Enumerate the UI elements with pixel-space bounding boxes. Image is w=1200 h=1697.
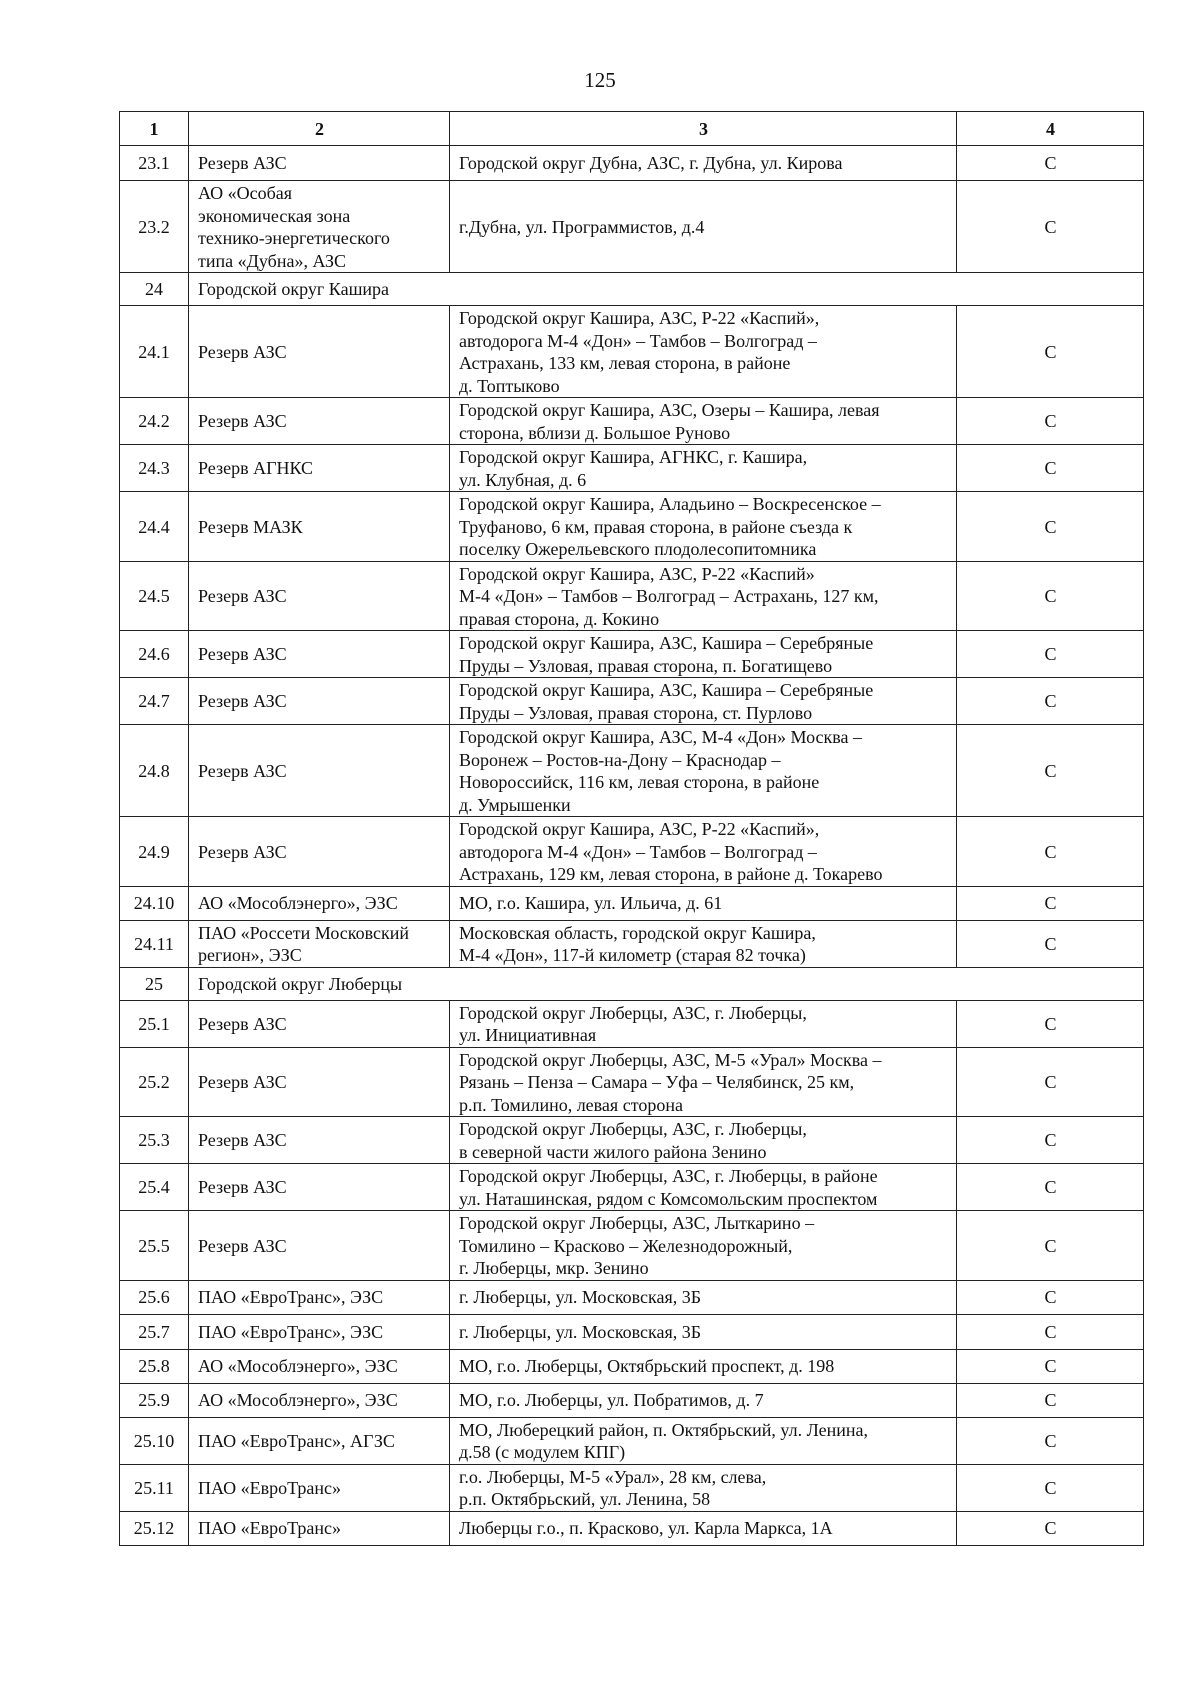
row-name: АО «Мособлэнерго», ЭЗС [189,1349,450,1383]
section-number: 24 [120,273,189,306]
row-number: 24.9 [120,817,189,887]
table-row [120,920,1144,967]
table-row [120,1349,1144,1383]
table-row [120,181,1144,273]
row-category: С [957,678,1144,725]
row-name: Резерв АЗС [189,398,450,445]
row-number: 25.2 [120,1047,189,1117]
row-name: Резерв АЗС [189,306,450,398]
row-name: Резерв АЗС [189,146,450,181]
table-row [120,146,1144,181]
row-name: Резерв АЗС [189,1117,450,1164]
table-row [120,631,1144,678]
row-category: С [957,1383,1144,1417]
data-table [119,111,1144,1546]
row-category: С [957,1417,1144,1464]
row-address: Городской округ Кашира, АЗС, Р-22 «Каспий», автодорога М-4 «Дон» – Тамбов – Волгоград – Астрахань, 133 км, левая сторона, в районе д. Топтыково [450,306,957,398]
row-category: С [957,886,1144,920]
row-address: г. Люберцы, ул. Московская, 3Б [450,1314,957,1349]
table-row [120,886,1144,920]
row-address: Московская область, городской округ Кашира, М-4 «Дон», 117-й километр (старая 82 точка) [450,920,957,967]
section-number: 25 [120,967,189,1000]
table-row [120,678,1144,725]
row-number: 25.5 [120,1211,189,1281]
row-address: Городской округ Кашира, АГНКС, г. Кашира, ул. Клубная, д. 6 [450,445,957,492]
row-category: С [957,631,1144,678]
row-number: 24.3 [120,445,189,492]
header-col-3: 3 [450,112,957,146]
row-number: 25.12 [120,1511,189,1545]
table-row [120,725,1144,817]
row-number: 25.6 [120,1280,189,1314]
row-address: Городской округ Кашира, Аладьино – Воскресенское – Труфаново, 6 км, правая сторона, в районе съезда к поселку Ожерельевского плодолесопитомника [450,492,957,562]
row-number: 25.9 [120,1383,189,1417]
row-number: 24.7 [120,678,189,725]
table-row [120,445,1144,492]
row-category: С [957,1464,1144,1511]
table-row [120,1117,1144,1164]
row-category: С [957,1511,1144,1545]
row-number: 24.4 [120,492,189,562]
row-name: ПАО «ЕвроТранс», АГЗС [189,1417,450,1464]
row-address: МО, г.о. Люберцы, ул. Побратимов, д. 7 [450,1383,957,1417]
section-row [120,273,1144,306]
header-col-1: 1 [120,112,189,146]
row-name: Резерв АЗС [189,725,450,817]
row-category: С [957,146,1144,181]
row-category: С [957,1314,1144,1349]
table-row [120,1164,1144,1211]
table-row [120,561,1144,631]
row-number: 24.6 [120,631,189,678]
row-address: Городской округ Кашира, АЗС, Кашира – Серебряные Пруды – Узловая, правая сторона, п. Богатищево [450,631,957,678]
row-address: Городской округ Люберцы, АЗС, М-5 «Урал» Москва – Рязань – Пенза – Самара – Уфа – Челябинск, 25 км, р.п. Томилино, левая сторона [450,1047,957,1117]
row-category: С [957,1117,1144,1164]
row-name: АО «Мособлэнерго», ЭЗС [189,1383,450,1417]
table-row [120,817,1144,887]
row-number: 23.2 [120,181,189,273]
header-col-2: 2 [189,112,450,146]
row-address: МО, г.о. Кашира, ул. Ильича, д. 61 [450,886,957,920]
table-row [120,306,1144,398]
row-name: Резерв АЗС [189,631,450,678]
row-name: АО «Мособлэнерго», ЭЗС [189,886,450,920]
table-row [120,1280,1144,1314]
row-name: АО «Особая экономическая зона технико-энергетического типа «Дубна», АЗС [189,181,450,273]
row-address: МО, Люберецкий район, п. Октябрьский, ул. Ленина, д.58 (с модулем КПГ) [450,1417,957,1464]
table-row [120,1047,1144,1117]
row-number: 24.10 [120,886,189,920]
row-name: Резерв АГНКС [189,445,450,492]
page-number: 125 [584,68,616,92]
row-number: 24.8 [120,725,189,817]
row-number: 24.5 [120,561,189,631]
row-name: Резерв АЗС [189,1000,450,1047]
row-address: Городской округ Кашира, АЗС, Озеры – Кашира, левая сторона, вблизи д. Большое Руново [450,398,957,445]
row-category: С [957,398,1144,445]
row-category: С [957,445,1144,492]
row-address: г. Люберцы, ул. Московская, 3Б [450,1280,957,1314]
header-col-4: 4 [957,112,1144,146]
table-row [120,1211,1144,1281]
row-category: С [957,1164,1144,1211]
row-category: С [957,1047,1144,1117]
row-name: ПАО «ЕвроТранс» [189,1464,450,1511]
table-row [120,1464,1144,1511]
row-number: 24.1 [120,306,189,398]
table-row [120,492,1144,562]
row-address: г.о. Люберцы, М-5 «Урал», 28 км, слева, р.п. Октябрьский, ул. Ленина, 58 [450,1464,957,1511]
table-row [120,398,1144,445]
row-name: Резерв АЗС [189,561,450,631]
row-category: С [957,181,1144,273]
row-category: С [957,1211,1144,1281]
row-name: Резерв АЗС [189,678,450,725]
row-address: Городской округ Кашира, АЗС, Кашира – Серебряные Пруды – Узловая, правая сторона, ст. Пурлово [450,678,957,725]
row-number: 24.11 [120,920,189,967]
row-address: Городской округ Кашира, АЗС, Р-22 «Каспий» М-4 «Дон» – Тамбов – Волгоград – Астрахань, 127 км, правая сторона, д. Кокино [450,561,957,631]
row-number: 25.7 [120,1314,189,1349]
section-title: Городской округ Люберцы [189,967,1144,1000]
row-address: Городской округ Кашира, АЗС, Р-22 «Каспий», автодорога М-4 «Дон» – Тамбов – Волгоград – Астрахань, 129 км, левая сторона, в районе д. Токарево [450,817,957,887]
row-number: 24.2 [120,398,189,445]
row-name: ПАО «ЕвроТранс», ЭЗС [189,1314,450,1349]
row-name: ПАО «Россети Московский регион», ЭЗС [189,920,450,967]
section-title: Городской округ Кашира [189,273,1144,306]
row-name: Резерв АЗС [189,817,450,887]
section-row [120,967,1144,1000]
row-category: С [957,1349,1144,1383]
row-category: С [957,306,1144,398]
row-name: ПАО «ЕвроТранс», ЭЗС [189,1280,450,1314]
table-body [120,112,1144,1546]
row-address: Люберцы г.о., п. Красково, ул. Карла Маркса, 1А [450,1511,957,1545]
row-number: 25.10 [120,1417,189,1464]
table-row [120,1383,1144,1417]
row-category: С [957,492,1144,562]
row-category: С [957,725,1144,817]
row-name: Резерв МАЗК [189,492,450,562]
row-number: 23.1 [120,146,189,181]
row-address: Городской округ Люберцы, АЗС, г. Люберцы, в северной части жилого района Зенино [450,1117,957,1164]
row-category: С [957,1000,1144,1047]
row-address: Городской округ Люберцы, АЗС, г. Люберцы, в районе ул. Наташинская, рядом с Комсомольским проспектом [450,1164,957,1211]
table-row [120,1000,1144,1047]
row-category: С [957,817,1144,887]
row-category: С [957,561,1144,631]
row-name: Резерв АЗС [189,1047,450,1117]
table-row [120,1417,1144,1464]
row-name: Резерв АЗС [189,1211,450,1281]
row-number: 25.4 [120,1164,189,1211]
table-header-row [120,112,1144,146]
row-address: МО, г.о. Люберцы, Октябрьский проспект, д. 198 [450,1349,957,1383]
row-address: Городской округ Люберцы, АЗС, г. Люберцы, ул. Инициативная [450,1000,957,1047]
row-number: 25.11 [120,1464,189,1511]
table-row [120,1511,1144,1545]
row-number: 25.3 [120,1117,189,1164]
table-row [120,1314,1144,1349]
row-name: Резерв АЗС [189,1164,450,1211]
row-category: С [957,1280,1144,1314]
row-number: 25.1 [120,1000,189,1047]
row-number: 25.8 [120,1349,189,1383]
row-category: С [957,920,1144,967]
row-address: г.Дубна, ул. Программистов, д.4 [450,181,957,273]
row-address: Городской округ Дубна, АЗС, г. Дубна, ул. Кирова [450,146,957,181]
row-address: Городской округ Люберцы, АЗС, Лыткарино – Томилино – Красково – Железнодорожный, г. Люберцы, мкр. Зенино [450,1211,957,1281]
row-name: ПАО «ЕвроТранс» [189,1511,450,1545]
row-address: Городской округ Кашира, АЗС, М-4 «Дон» Москва – Воронеж – Ростов-на-Дону – Краснодар – Новороссийск, 116 км, левая сторона, в районе д. Умрышенки [450,725,957,817]
